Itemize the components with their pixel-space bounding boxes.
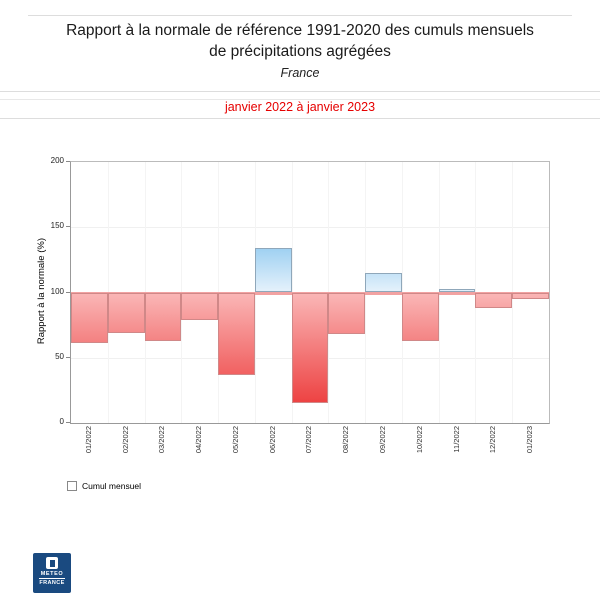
bar-04/2022[interactable]: [181, 293, 218, 320]
y-tick-mark: [66, 226, 70, 227]
x-tick: [438, 426, 475, 462]
y-tick-label-200: 200: [50, 156, 64, 165]
x-tick: [70, 426, 107, 462]
bar-06/2022[interactable]: [255, 248, 292, 292]
x-tick-label-10/2022: 10/2022: [414, 426, 424, 454]
bar-11/2022[interactable]: [439, 289, 476, 293]
x-tick-label-08/2022: 08/2022: [341, 426, 351, 454]
y-tick-mark: [66, 161, 70, 162]
x-tick: [291, 426, 328, 462]
x-tick-label-01/2022: 01/2022: [83, 426, 93, 454]
y-tick-mark: [66, 357, 70, 358]
legend-item-cumul-mensuel[interactable]: [67, 481, 141, 491]
region-subtitle: France: [280, 66, 320, 80]
period-subtitle: janvier 2022 à janvier 2023: [224, 100, 376, 114]
x-tick: [180, 426, 217, 462]
y-tick-label-50: 50: [55, 351, 64, 361]
x-tick: [327, 426, 364, 462]
y-tick-label-0: 0: [59, 417, 64, 426]
logo-separator: [39, 578, 65, 579]
x-tick: [511, 426, 548, 462]
bar-05/2022[interactable]: [218, 293, 255, 375]
y-tick-label-100: 100: [50, 286, 64, 296]
x-tick-label-03/2022: 03/2022: [157, 426, 167, 454]
bar-10/2022[interactable]: [402, 293, 439, 341]
bar-08/2022[interactable]: [328, 293, 365, 335]
y-axis-title: Rapport à la normale (%): [35, 238, 47, 345]
bar-07/2022[interactable]: [292, 293, 329, 404]
bar-12/2022[interactable]: [475, 293, 512, 309]
x-tick-label-11/2022: 11/2022: [451, 426, 461, 453]
chart-header: [0, 20, 600, 80]
y-tick-label-150: 150: [50, 221, 64, 231]
x-tick-label-01/2023: 01/2023: [525, 426, 535, 454]
bar-09/2022[interactable]: [365, 273, 402, 293]
x-tick: [401, 426, 438, 462]
plot-area: [70, 161, 550, 424]
header-divider-1: [0, 91, 600, 92]
bar-03/2022[interactable]: [145, 293, 182, 341]
meteo-france-logo: [33, 553, 71, 593]
bar-02/2022[interactable]: [108, 293, 145, 333]
top-divider: [28, 15, 572, 16]
x-tick: [254, 426, 291, 462]
header-divider-3: [0, 118, 600, 119]
x-tick-label-04/2022: 04/2022: [194, 426, 204, 454]
logo-text-meteo: METEO: [40, 571, 64, 577]
legend-label: Cumul mensuel: [82, 481, 142, 491]
gridline-h-150: [71, 227, 549, 228]
legend-marker: [67, 481, 77, 491]
bar-01/2023[interactable]: [512, 293, 549, 300]
x-tick-label-05/2022: 05/2022: [230, 426, 240, 454]
title-line-1: Rapport à la normale de référence 1991-2020 des cumuls mensuels: [66, 22, 534, 39]
x-tick: [474, 426, 511, 462]
meteo-france-icon: [46, 557, 58, 569]
y-tick-mark: [66, 292, 70, 293]
page-title: [0, 20, 600, 62]
x-tick-label-06/2022: 06/2022: [267, 426, 277, 454]
x-tick: [107, 426, 144, 462]
logo-text-france: FRANCE: [39, 580, 65, 586]
x-tick: [217, 426, 254, 462]
x-tick-label-02/2022: 02/2022: [120, 426, 130, 454]
x-tick: [364, 426, 401, 462]
x-tick-label-07/2022: 07/2022: [304, 426, 314, 454]
bar-01/2022[interactable]: [71, 293, 108, 344]
title-line-2: de précipitations agrégées: [209, 43, 391, 60]
x-tick-label-12/2022: 12/2022: [488, 426, 498, 454]
x-tick-label-09/2022: 09/2022: [378, 426, 388, 454]
x-axis-labels: [70, 426, 548, 462]
y-tick-mark: [66, 422, 70, 423]
x-tick: [144, 426, 181, 462]
